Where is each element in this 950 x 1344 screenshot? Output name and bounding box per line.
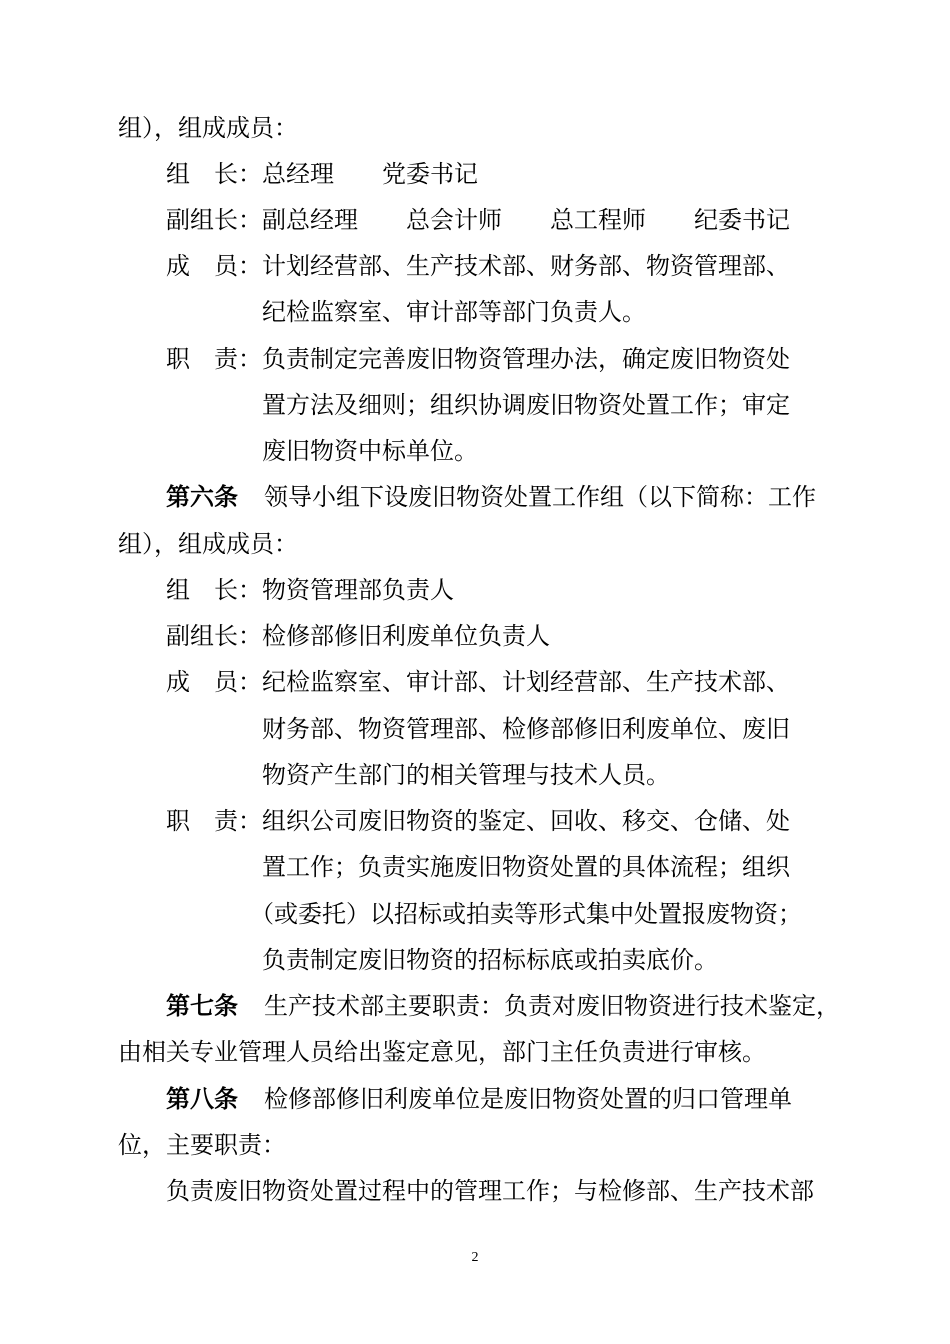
page-number: 2	[471, 1250, 479, 1265]
article-label: 第七条	[166, 992, 238, 1020]
text-line: 负责废旧物资处置过程中的管理工作；与检修部、生产技术部	[166, 1177, 814, 1205]
text-line: 成 员：计划经营部、生产技术部、财务部、物资管理部、	[166, 252, 790, 280]
article-text: 检修部修旧利废单位是废旧物资处置的归口管理单	[264, 1085, 792, 1113]
text-line: 副组长：检修部修旧利废单位负责人	[166, 622, 550, 650]
text-line: 组），组成成员：	[118, 114, 298, 142]
article-text: 生产技术部主要职责：负责对废旧物资进行技术鉴定，	[264, 992, 840, 1020]
article-line	[166, 1083, 792, 1115]
text-line: 成 员：纪检监察室、审计部、计划经营部、生产技术部、	[166, 668, 790, 696]
text-line: 组），组成成员：	[118, 530, 298, 558]
article-line	[166, 481, 816, 513]
text-line: 置方法及细则；组织协调废旧物资处置工作；审定	[262, 391, 790, 419]
article-label: 第六条	[166, 483, 238, 511]
text-line: （或委托）以招标或拍卖等形式集中处置报废物资；	[250, 900, 802, 928]
text-line: 组 长：总经理 党委书记	[166, 160, 478, 188]
text-line: 废旧物资中标单位。	[262, 437, 478, 465]
text-line: 组 长：物资管理部负责人	[166, 576, 454, 604]
article-label: 第八条	[166, 1085, 238, 1113]
text-line: 副组长：副总经理 总会计师 总工程师 纪委书记	[166, 206, 790, 234]
text-line: 纪检监察室、审计部等部门负责人。	[262, 298, 646, 326]
text-line: 物资产生部门的相关管理与技术人员。	[262, 761, 670, 789]
text-line: 置工作；负责实施废旧物资处置的具体流程；组织	[262, 853, 790, 881]
text-line: 财务部、物资管理部、检修部修旧利废单位、废旧	[262, 715, 790, 743]
text-line: 由相关专业管理人员给出鉴定意见，部门主任负责进行审核。	[118, 1038, 766, 1066]
text-line: 职 责：负责制定完善废旧物资管理办法，确定废旧物资处	[166, 345, 790, 373]
article-text: 领导小组下设废旧物资处置工作组（以下简称：工作	[264, 483, 816, 511]
article-line	[166, 990, 840, 1022]
text-line: 职 责：组织公司废旧物资的鉴定、回收、移交、仓储、处	[166, 807, 790, 835]
text-line: 负责制定废旧物资的招标标底或拍卖底价。	[262, 946, 718, 974]
text-line: 位，主要职责：	[118, 1131, 286, 1159]
